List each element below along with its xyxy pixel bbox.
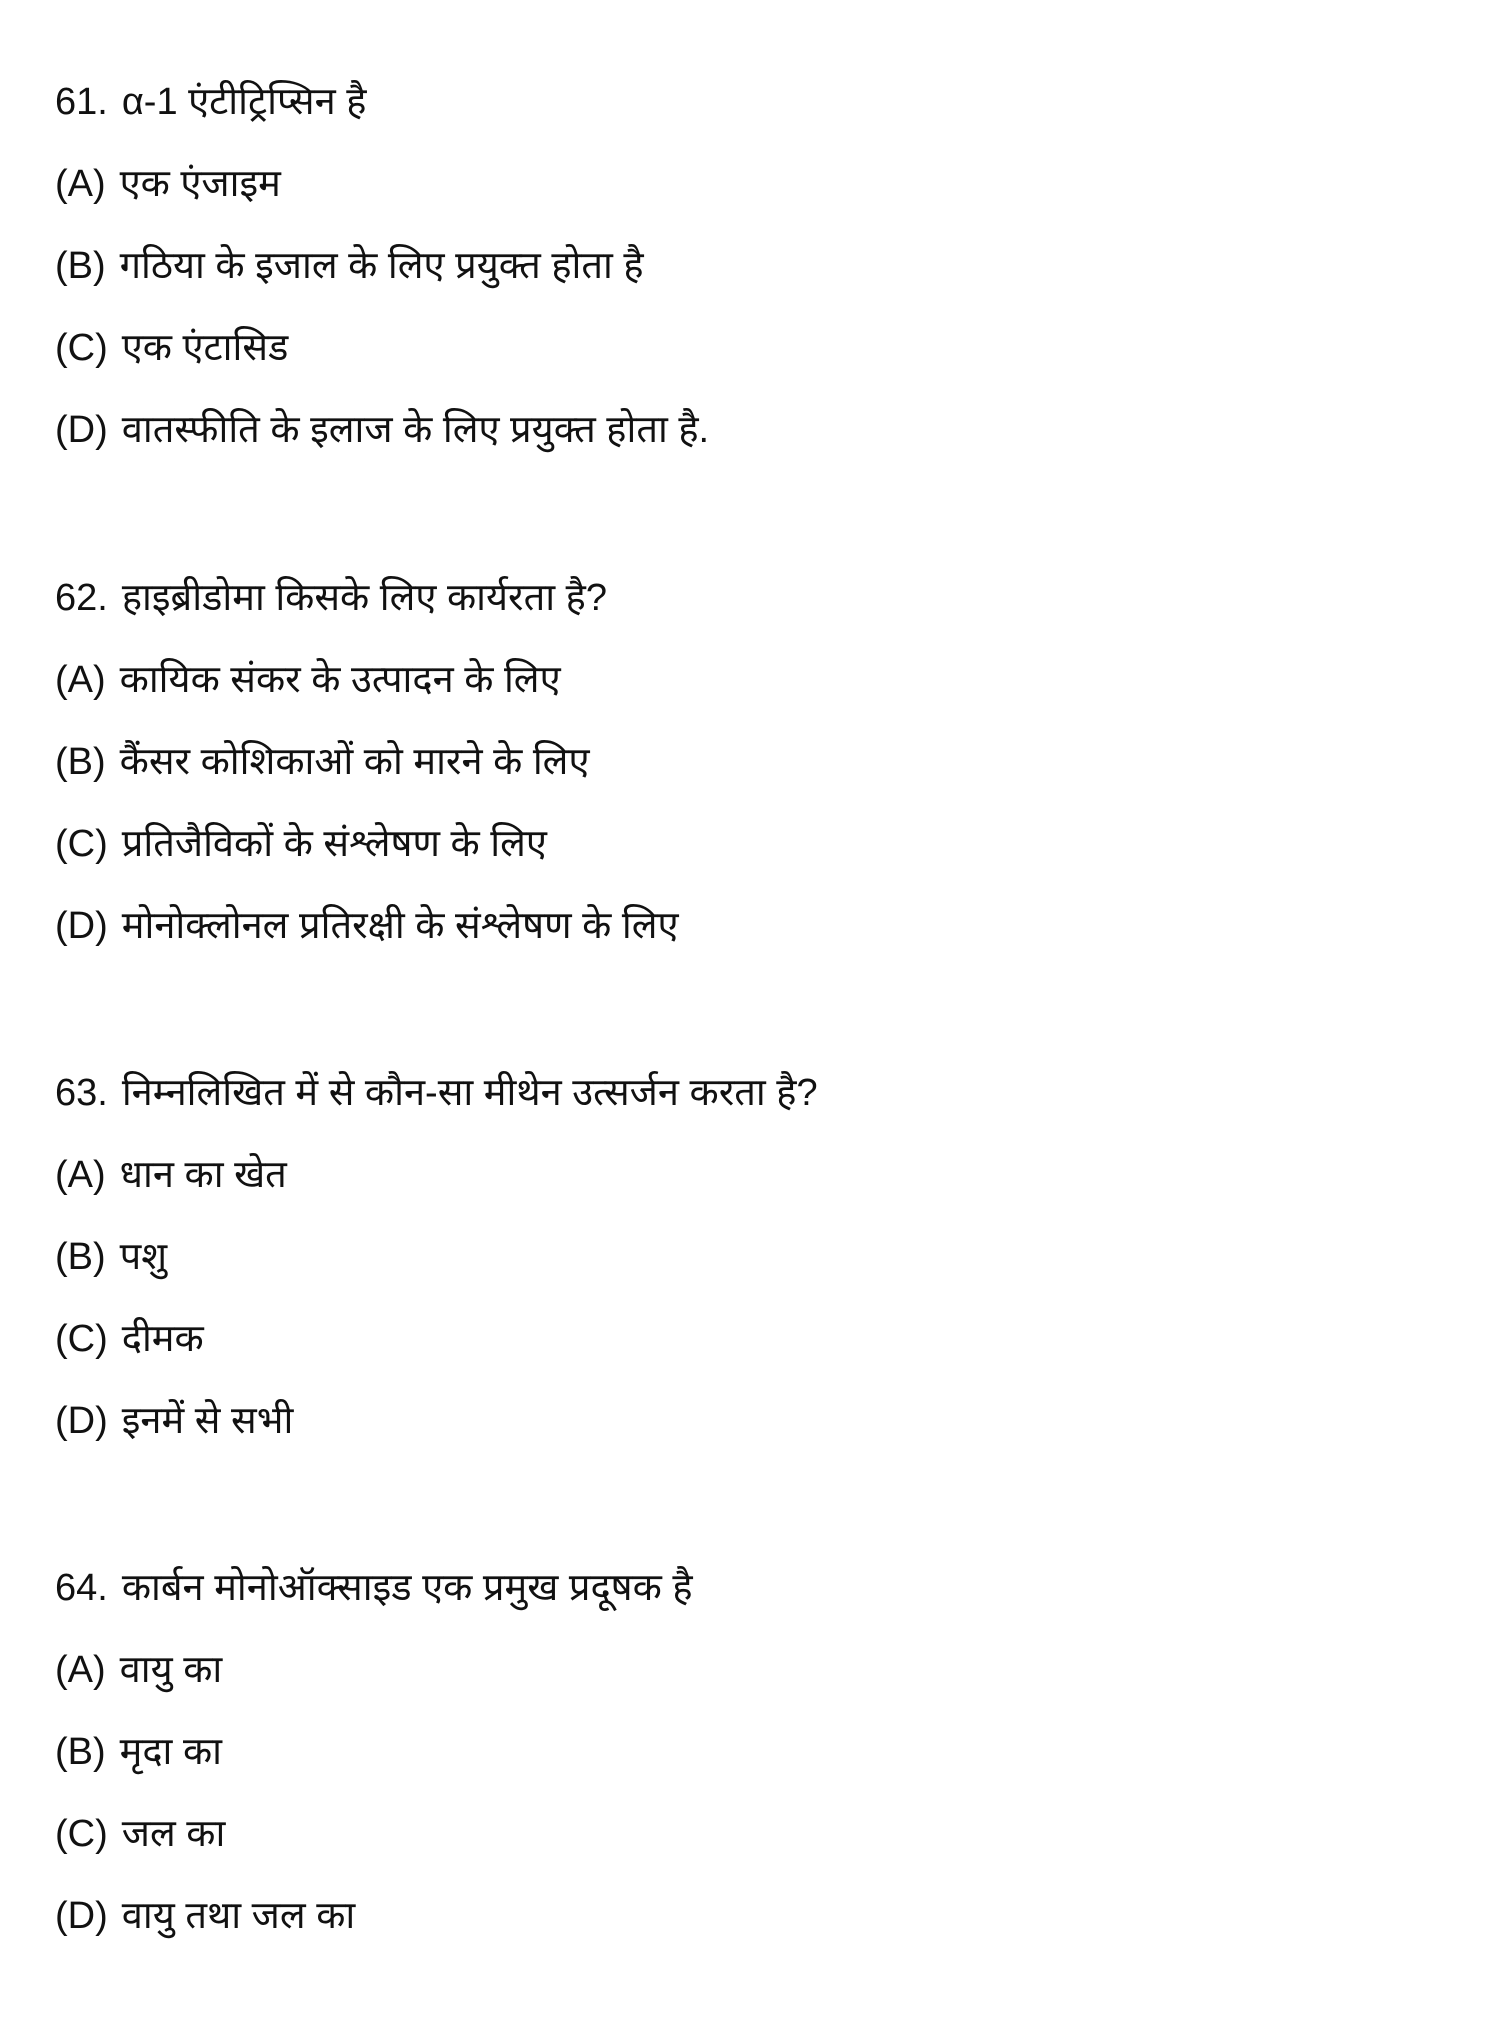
option-text: प्रतिजैविकों के संश्लेषण के लिए [121,823,547,865]
option-text: वायु का [119,1649,223,1691]
option-text: एक एंटासिड [121,327,289,369]
option-text: मृदा का [119,1731,222,1773]
answer-option [55,1711,1455,1793]
question-block [55,61,1455,471]
question-number: 61. [55,81,108,123]
answer-option [55,1134,1455,1216]
question-text: निम्नलिखित में से कौन-सा मीथेन उत्सर्जन करता है? [121,1072,818,1114]
question-number: 64. [55,1567,108,1609]
option-text: एक एंजाइम [119,163,281,205]
option-label: (B) [55,1236,106,1278]
question-block [55,1052,1455,1462]
answer-option [55,143,1455,225]
question-text: α-1 एंटीट्रिप्सिन है [121,81,367,123]
option-label: (D) [55,905,108,947]
option-text: कैंसर कोशिकाओं को मारने के लिए [119,741,590,783]
option-label: (D) [55,409,108,451]
option-label: (B) [55,741,106,783]
option-label: (C) [55,327,108,369]
option-text: वायु तथा जल का [121,1895,356,1937]
option-label: (B) [55,245,106,287]
question-block [55,1547,1455,1957]
question-number: 63. [55,1072,108,1114]
question-text: कार्बन मोनोऑक्साइड एक प्रमुख प्रदूषक है [121,1567,693,1609]
answer-option [55,1380,1455,1462]
option-label: (C) [55,823,108,865]
option-label: (C) [55,1813,108,1855]
answer-option [55,307,1455,389]
option-text: धान का खेत [119,1154,287,1196]
answer-option [55,721,1455,803]
option-label: (D) [55,1895,108,1937]
option-label: (B) [55,1731,106,1773]
option-text: कायिक संकर के उत्पादन के लिए [119,659,561,701]
answer-option [55,1298,1455,1380]
answer-option [55,639,1455,721]
answer-option [55,1793,1455,1875]
option-text: दीमक [121,1318,204,1360]
question-number: 62. [55,577,108,619]
option-text: पशु [119,1236,168,1278]
option-label: (A) [55,163,106,205]
question-stem [55,557,1455,639]
answer-option [55,1629,1455,1711]
option-label: (A) [55,1649,106,1691]
answer-option [55,225,1455,307]
option-text: वातस्फीति के इलाज के लिए प्रयुक्त होता है. [121,409,710,451]
question-stem [55,1052,1455,1134]
option-label: (A) [55,659,106,701]
question-stem [55,61,1455,143]
option-text: इनमें से सभी [121,1400,294,1442]
question-stem [55,1547,1455,1629]
option-text: मोनोक्लोनल प्रतिरक्षी के संश्लेषण के लिए [121,905,679,947]
option-label: (D) [55,1400,108,1442]
option-text: जल का [121,1813,226,1855]
answer-option [55,1216,1455,1298]
answer-option [55,1875,1455,1957]
option-label: (C) [55,1318,108,1360]
option-text: गठिया के इजाल के लिए प्रयुक्त होता है [119,245,644,287]
question-block [55,557,1455,967]
answer-option [55,389,1455,471]
option-label: (A) [55,1154,106,1196]
answer-option [55,803,1455,885]
answer-option [55,885,1455,967]
question-text: हाइब्रीडोमा किसके लिए कार्यरता है? [121,577,607,619]
